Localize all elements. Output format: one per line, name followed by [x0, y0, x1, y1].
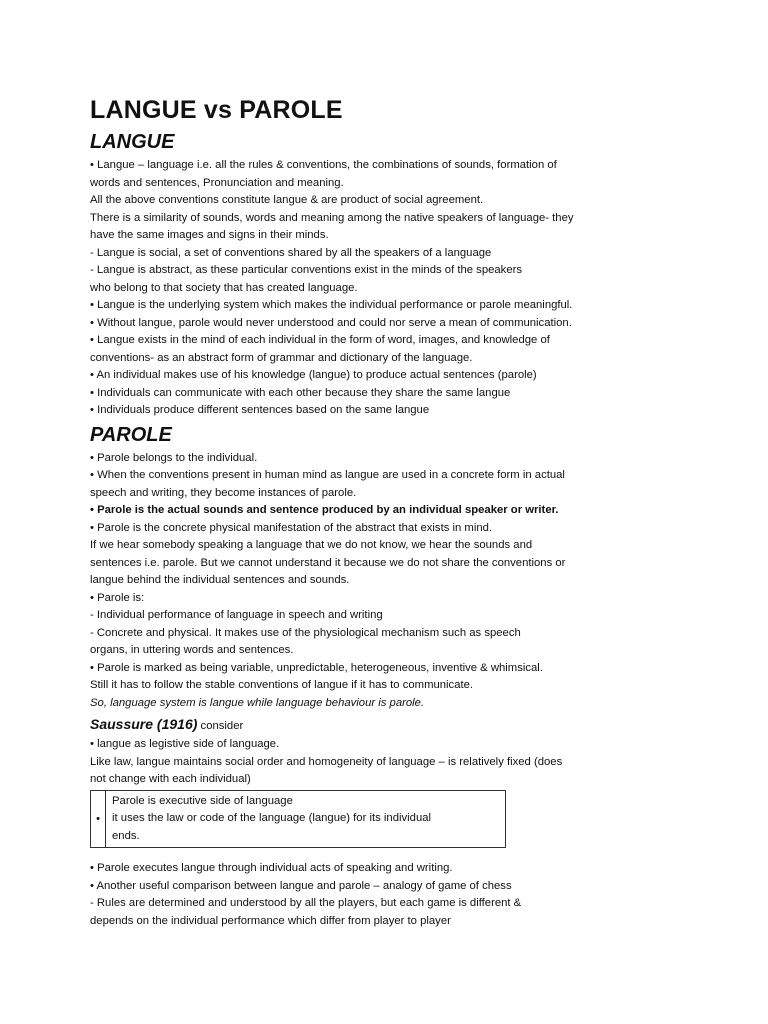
- parole-line: If we hear somebody speaking a language that we do not know, we hear the sounds and: [90, 539, 533, 551]
- parole-line: • Parole is:: [90, 591, 145, 604]
- parole-line: speech and writing, they become instances of parole.: [90, 486, 357, 499]
- langue-line: There is a similarity of sounds, words and meaning among the native speakers of language- they: [90, 211, 574, 224]
- saussure-text-line: Like law, langue maintains social order and homogeneity of language – is relatively fixed (does: [90, 755, 563, 768]
- langue-line: • Langue is the underlying system which makes the individual performance or parole meaningful.: [90, 299, 573, 311]
- parole-line: - Concrete and physical. It makes use of the physiological mechanism such as speech: [90, 626, 521, 639]
- box-bullet: •: [91, 790, 106, 848]
- saussure-line: [90, 715, 650, 736]
- langue-line: All the above conventions constitute langue & are product of social agreement.: [90, 194, 484, 206]
- langue-line: • Individuals can communicate with each other because they share the same langue: [90, 386, 511, 399]
- parole-line: Still it has to follow the stable conventions of langue if it has to communicate.: [90, 679, 474, 691]
- langue-line: • Langue – language i.e. all the rules & conventions, the combinations of sounds, formation of: [90, 159, 557, 171]
- saussure-after-line: • Parole executes langue through individual acts of speaking and writing.: [90, 862, 453, 874]
- langue-line: conventions- as an abstract form of grammar and dictionary of the language.: [90, 351, 473, 364]
- executive-side-box: [90, 790, 506, 849]
- langue-line: words and sentences, Pronunciation and meaning.: [90, 176, 344, 189]
- langue-line: - Langue is social, a set of conventions shared by all the speakers of a language: [90, 246, 492, 259]
- saussure-after-line: - Rules are determined and understood by all the players, but each game is different &: [90, 897, 522, 909]
- saussure-heading: Saussure (1916): [90, 716, 198, 732]
- box-text: [106, 790, 506, 848]
- langue-heading: LANGUE: [90, 131, 175, 153]
- box-line: Parole is executive side of language: [112, 794, 293, 807]
- saussure-text-line: not change with each individual): [90, 773, 251, 785]
- parole-heading: PAROLE: [90, 423, 172, 446]
- langue-line: who belong to that society that has created language.: [90, 281, 358, 294]
- saussure-after-line: • Another useful comparison between langue and parole – analogy of game of chess: [90, 879, 512, 892]
- document-body: [90, 96, 650, 930]
- langue-line: - Langue is abstract, as these particular conventions exist in the minds of the speakers: [90, 264, 523, 276]
- saussure-text-line: • langue as legistive side of language.: [90, 738, 280, 750]
- parole-line: langue behind the individual sentences and sounds.: [90, 574, 350, 586]
- parole-line: - Individual performance of language in speech and writing: [90, 609, 383, 621]
- parole-line: • Parole is the concrete physical manifestation of the abstract that exists in mind.: [90, 521, 493, 534]
- saussure-after-line: depends on the individual performance which differ from player to player: [90, 914, 451, 927]
- parole-line: sentences i.e. parole. But we cannot understand it because we do not share the conventions or: [90, 556, 566, 569]
- langue-line: • An individual makes use of his knowledge (langue) to produce actual sentences (parole): [90, 369, 537, 381]
- parole-line: • Parole belongs to the individual.: [90, 451, 258, 464]
- langue-line: • Langue exists in the mind of each individual in the form of word, images, and knowledge of: [90, 334, 550, 346]
- langue-line: • Without langue, parole would never understood and could nor serve a mean of communication.: [90, 316, 572, 329]
- saussure-suffix: consider: [197, 720, 244, 732]
- parole-line-bold: • Parole is the actual sounds and sentence produced by an individual speaker or writer.: [90, 504, 559, 516]
- box-line: it uses the law or code of the language (langue) for its individual: [112, 812, 432, 824]
- parole-line: • Parole is marked as being variable, unpredictable, heterogeneous, inventive & whimsical.: [90, 661, 543, 674]
- parole-line: • When the conventions present in human mind as langue are used in a concrete form in actual: [90, 469, 565, 481]
- langue-line: have the same images and signs in their minds.: [90, 229, 329, 241]
- parole-line: organs, in uttering words and sentences.: [90, 644, 294, 656]
- langue-line: • Individuals produce different sentences based on the same langue: [90, 404, 430, 416]
- box-line: ends.: [112, 829, 140, 842]
- parole-summary: So, language system is langue while language behaviour is parole.: [90, 696, 425, 709]
- page-title: LANGUE vs PAROLE: [90, 96, 343, 124]
